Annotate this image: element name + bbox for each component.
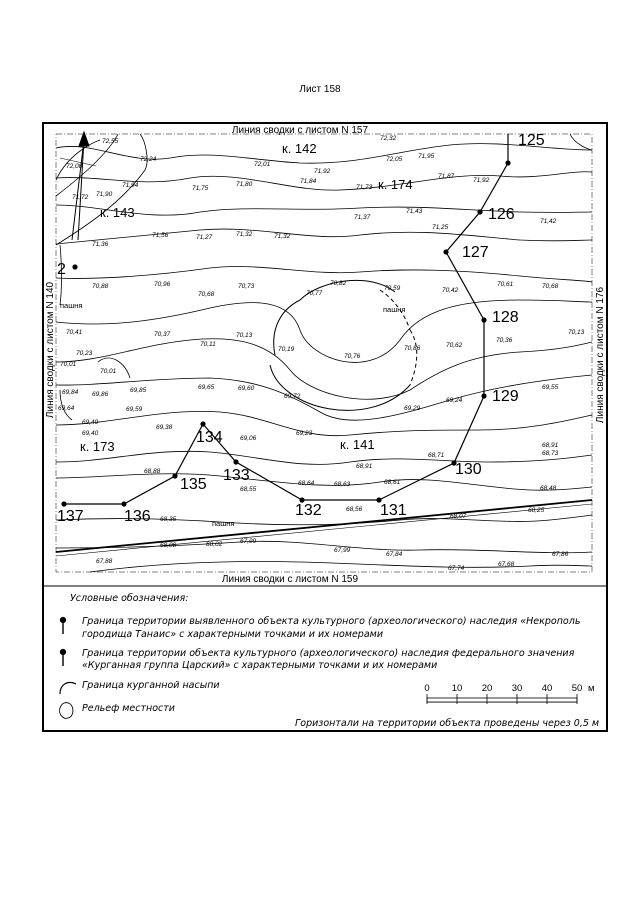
elevation: 70,01: [100, 368, 117, 375]
elevation: 68,88: [144, 468, 161, 475]
point-label: 128: [492, 309, 519, 326]
elevation: 70,86: [404, 345, 421, 352]
elevation: 68,64: [298, 480, 315, 487]
elevation: 67,86: [552, 551, 569, 558]
legend-item1-line2: городища Танаис» с характерными точками и их номерами: [82, 629, 383, 640]
point-labels: [57, 132, 545, 525]
elevation: 68,91: [542, 442, 559, 449]
elevation: 67,99: [334, 547, 351, 554]
elevation: 70,88: [92, 283, 109, 290]
elevation: 71,92: [314, 168, 331, 175]
elevation: 70,13: [568, 329, 585, 336]
point-134: [200, 421, 205, 426]
contour-line: [56, 541, 592, 552]
elevation: 70,36: [496, 337, 513, 344]
elevation: 71,36: [92, 241, 109, 248]
point-126: [477, 209, 482, 214]
elevation: 70,59: [384, 285, 401, 292]
elevation: 70,68: [198, 291, 215, 298]
elevation: 69,60: [238, 385, 255, 392]
point-label: 132: [295, 502, 322, 519]
elevation: 69,29: [404, 405, 421, 412]
border-label-left: Линия сводки с листом N 140: [45, 281, 56, 419]
contour-line: [90, 561, 592, 572]
object-boundary: [64, 134, 508, 504]
elevation: 68,35: [160, 516, 177, 523]
elevation: 71,56: [152, 232, 169, 239]
elevation: 71,72: [72, 194, 89, 201]
elevation: 70,62: [446, 342, 463, 349]
elevation: 70,13: [236, 332, 253, 339]
elevation: 67,84: [386, 551, 403, 558]
legend-symbol-kurgan-group: [60, 649, 65, 666]
point-135: [172, 473, 177, 478]
elevation: 71,32: [274, 233, 291, 240]
contour-line: [56, 144, 592, 164]
elevation: 71,32: [236, 231, 253, 238]
field-label: пашня: [383, 305, 406, 314]
sheet-title: Лист 158: [299, 84, 341, 95]
contour-line: [56, 411, 592, 435]
elevation: 70,76: [344, 353, 361, 360]
border-label-top: Линия сводки с листом N 157: [231, 125, 369, 136]
elevation: 70,37: [154, 331, 171, 338]
scale-tick-label: 20: [481, 683, 493, 694]
elevation: 70,01: [60, 361, 77, 368]
contour-line: [570, 134, 592, 150]
elevation: 68,56: [346, 506, 363, 513]
elevation: 70,73: [238, 283, 255, 290]
point-label: 130: [455, 461, 482, 478]
elevation: 71,73: [356, 184, 373, 191]
elevation: 69,72: [284, 393, 301, 400]
elevation: 71,75: [192, 185, 209, 192]
elevation: 68,91: [356, 463, 373, 470]
field-label: пашня: [60, 301, 83, 310]
elevation: 68,71: [428, 452, 445, 459]
elevation: 71,43: [406, 208, 423, 215]
elevation: 67,99: [240, 538, 257, 545]
point-137: [61, 501, 66, 506]
scale-tick-label: 0: [424, 683, 430, 694]
elevation: 68,61: [384, 479, 401, 486]
elevation: 68,55: [240, 486, 257, 493]
point-label: 136: [124, 508, 151, 525]
elevation: 72,55: [102, 138, 119, 145]
point-127: [443, 249, 448, 254]
point-128: [481, 317, 486, 322]
elevation: 69,84: [62, 389, 79, 396]
elevation: 69,85: [130, 387, 147, 394]
scale-unit: м: [588, 683, 595, 694]
elevation: 69,55: [542, 384, 559, 391]
elevation: 68,73: [542, 450, 559, 457]
elevation: 72,01: [254, 161, 271, 168]
scale-bar: [424, 683, 594, 704]
point-label: 137: [57, 508, 84, 525]
border-label-bottom: Линия сводки с листом N 159: [221, 574, 359, 585]
elevation: 67,68: [498, 561, 515, 568]
scale-tick-label: 40: [541, 683, 553, 694]
elevation: 68,25: [528, 507, 545, 514]
contour-line: [56, 266, 592, 282]
point-136: [121, 501, 126, 506]
legend-symbol-nekropol: [60, 617, 65, 634]
contour-line: [56, 474, 592, 490]
legend-item4: Рельеф местности: [82, 703, 175, 714]
legend-item1-line1: Граница территории выявленного объекта культурного (археологического) наследия «Некрополь: [82, 616, 581, 627]
elevation: 69,40: [82, 430, 99, 437]
elevation: 70,23: [76, 350, 93, 357]
legend-symbol-relief: [59, 703, 72, 719]
elevation: 69,64: [58, 405, 75, 412]
point-125: [505, 160, 510, 165]
elevation: 70,19: [278, 346, 295, 353]
point-label: 126: [488, 206, 515, 223]
elevation: 70,41: [66, 329, 83, 336]
elevation: 71,95: [418, 153, 435, 160]
elevation: 68,08: [160, 542, 177, 549]
elevation: 67,74: [448, 565, 465, 572]
quarter-label: к. 141: [340, 437, 375, 452]
elevation: 68,02: [206, 541, 223, 548]
elevation: 68,63: [334, 481, 351, 488]
point-label: 134: [196, 429, 223, 446]
point-label: 133: [223, 467, 250, 484]
elevation: 70,96: [154, 281, 171, 288]
elevation: 72,24: [140, 156, 157, 163]
contour-line: [56, 229, 592, 244]
scale-tick-label: 30: [511, 683, 523, 694]
elevation: 70,61: [497, 281, 514, 288]
legend: [59, 593, 599, 729]
elevation: 69,38: [156, 424, 173, 431]
elevation: 69,86: [92, 391, 109, 398]
elevation: 71,92: [473, 177, 490, 184]
elevation: 69,65: [198, 384, 215, 391]
legend-item2-line2: «Курганная группа Царский» с характерными точками и их номерами: [82, 660, 438, 671]
border-label-right: Линия сводки с листом N 176: [595, 286, 606, 424]
contour-line: [56, 451, 592, 464]
point-label: 2: [57, 261, 66, 278]
elevation: 71,42: [540, 218, 557, 225]
legend-item2-line1: Граница территории объекта культурного (археологического) наследия федерального значения: [82, 648, 575, 659]
point-label: 125: [518, 132, 545, 149]
elevation: 69,49: [82, 419, 99, 426]
legend-item3: Граница курганной насыпи: [82, 680, 220, 691]
point-129: [481, 393, 486, 398]
point-label: 135: [180, 476, 207, 493]
elevation: 70,42: [442, 287, 459, 294]
point-label: 129: [492, 388, 519, 405]
point-133: [233, 459, 238, 464]
elevation: 70,68: [542, 283, 559, 290]
point-label: 127: [462, 244, 489, 261]
point-label: 131: [380, 502, 407, 519]
legend-title: Условные обозначения:: [70, 593, 189, 604]
elevation: 71,90: [96, 191, 113, 198]
quarter-label: к. 142: [282, 141, 317, 156]
elevation: 67,88: [96, 558, 113, 565]
elevation: 71,94: [122, 182, 139, 189]
elevation: 71,27: [196, 234, 213, 241]
legend-symbol-mound: [60, 682, 76, 694]
contour-lines: [56, 134, 592, 572]
field-label: пашня: [212, 519, 235, 528]
quarter-label: к. 143: [100, 205, 135, 220]
elevation: 71,80: [236, 181, 253, 188]
quarter-label: к. 173: [80, 439, 115, 454]
elevation: 72,08: [66, 163, 83, 170]
elevation: 71,84: [300, 178, 317, 185]
elevation: 71,25: [432, 224, 449, 231]
elevation: 68,07: [450, 513, 467, 520]
point-2: [72, 264, 77, 269]
contour-interval-note: Горизонтали на территории объекта проведены через 0,5 м: [295, 718, 600, 729]
elevation: 68,48: [540, 485, 557, 492]
elevation: 69,59: [126, 406, 143, 413]
field-labels: [60, 301, 405, 528]
elevation: 70,77: [306, 290, 323, 297]
elevation: 69,24: [446, 397, 463, 404]
elevation: 72,32: [380, 135, 397, 142]
elevation: 71,87: [438, 173, 455, 180]
elevation: 70,82: [330, 280, 347, 287]
contour-line: [56, 140, 100, 180]
elevation: 71,37: [354, 214, 371, 221]
elevation: 69,06: [240, 435, 257, 442]
quarter-label: к. 174: [378, 177, 413, 192]
scale-tick-label: 10: [451, 683, 463, 694]
elevation: 72,05: [386, 156, 403, 163]
scale-tick-label: 50: [571, 683, 583, 694]
elevation: 70,11: [200, 341, 216, 348]
elevation: 69,23: [296, 430, 313, 437]
